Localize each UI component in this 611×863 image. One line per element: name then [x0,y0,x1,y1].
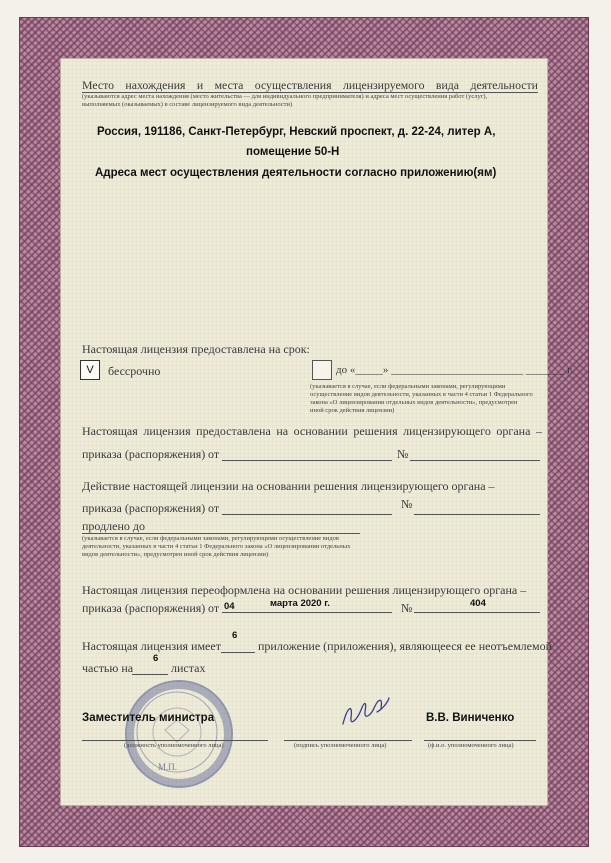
signature-line [284,740,412,741]
reissue-day: 04 [224,601,235,612]
indefinite-label: бессрочно [108,364,161,378]
appendix-count: 6 [232,630,238,641]
reissue-text: Настоящая лицензия переоформлена на основании решения лицензирующего органа – [82,583,527,597]
official-stamp [125,680,233,788]
term-note-1: (указывается в случае, если федеральными законами, регулирующими [310,383,506,390]
term-note-3: закона «О лицензировании отдельных видов деятельности», предусмотрен [310,399,518,406]
address-line-1: Россия, 191186, Санкт-Петербург, Невский проспект, д. 22-24, литер А, [97,126,496,138]
validity-from-label: от [208,501,220,515]
basis-number-label: № [397,447,409,461]
validity-note-2: деятельности, указанных в части 4 статьи 1 Федерального закона «О лицензировании отдельных [82,543,351,550]
name-note: (ф.и.о. уполномоченного лица) [428,742,514,749]
until-date-line: до «_____» ________________________ _______ г. [336,364,574,376]
basis-date-line [222,460,392,461]
validity-note-1: (указывается в случае, если федеральными законами, регулирующими осуществление видов [82,535,339,542]
validity-date-line [222,514,392,515]
validity-note-3: видов деятельности», предусмотрен иной срок действия лицензии) [82,551,269,558]
appendix-text-end: приложение (приложения), являющееся ее неотъемлемой [258,639,552,653]
reissue-order-label: приказа (распоряжения) [82,601,206,615]
sheets-count: 6 [153,653,159,664]
basis-from-label: от [208,447,220,461]
location-note-1: (указываются адрес места нахождения (место жительства — для индивидуального предпринимателя) и адреса мест осуществления работ (услуг), [82,93,488,100]
address-line-3: Адреса мест осуществления деятельности согласно приложению(ям) [95,167,497,179]
signer-position: Заместитель министра [82,712,215,724]
appendix-count-line [221,652,255,653]
sheets-text-end: листах [171,661,206,675]
term-note-4: иной срок действия лицензии) [310,407,395,414]
appendix-text-start: Настоящая лицензия имеет [82,639,221,653]
validity-text: Действие настоящей лицензии на основании решения лицензирующего органа – [82,479,495,493]
position-line [82,740,268,741]
location-heading: Место нахождения и места осуществления лицензируемого вида деятельности [82,78,538,92]
extended-label: продлено до [82,519,146,533]
validity-order-label: приказа (распоряжения) [82,501,206,515]
basis-text: Настоящая лицензия предоставлена на основании решения лицензирующего органа – [82,424,542,438]
reissue-date-line [222,612,392,613]
reissue-number: 404 [470,598,486,609]
validity-number-label: № [401,497,413,511]
reissue-from-label: от [208,601,220,615]
handwritten-signature [337,690,393,736]
term-note-2: осуществление видов деятельности, указанных в части 4 статьи 1 Федерального [310,391,533,398]
until-checkbox[interactable] [312,360,332,380]
position-note: (должность уполномоченного лица) [124,742,224,749]
address-line-2: помещение 50-Н [246,146,340,158]
name-line [424,740,536,741]
validity-number-line [414,514,540,515]
signature-note: (подпись уполномоченного лица) [294,742,387,749]
sheets-text-start: частью на [82,661,134,675]
sheets-count-line [132,674,168,675]
indefinite-checkbox[interactable]: V [80,360,100,380]
extended-line [82,533,360,534]
reissue-number-label: № [401,601,413,615]
reissue-month-year: марта 2020 г. [270,598,330,609]
signer-name: В.В. Виниченко [426,712,515,724]
term-label: Настоящая лицензия предоставлена на срок: [82,342,310,356]
reissue-number-line [414,612,540,613]
location-note-2: выполняемых (оказываемых) в составе лицензируемого вида деятельности) [82,101,293,108]
basis-order-label: приказа (распоряжения) [82,447,206,461]
stamp-mark: М.П. [158,762,178,772]
basis-number-line [410,460,540,461]
